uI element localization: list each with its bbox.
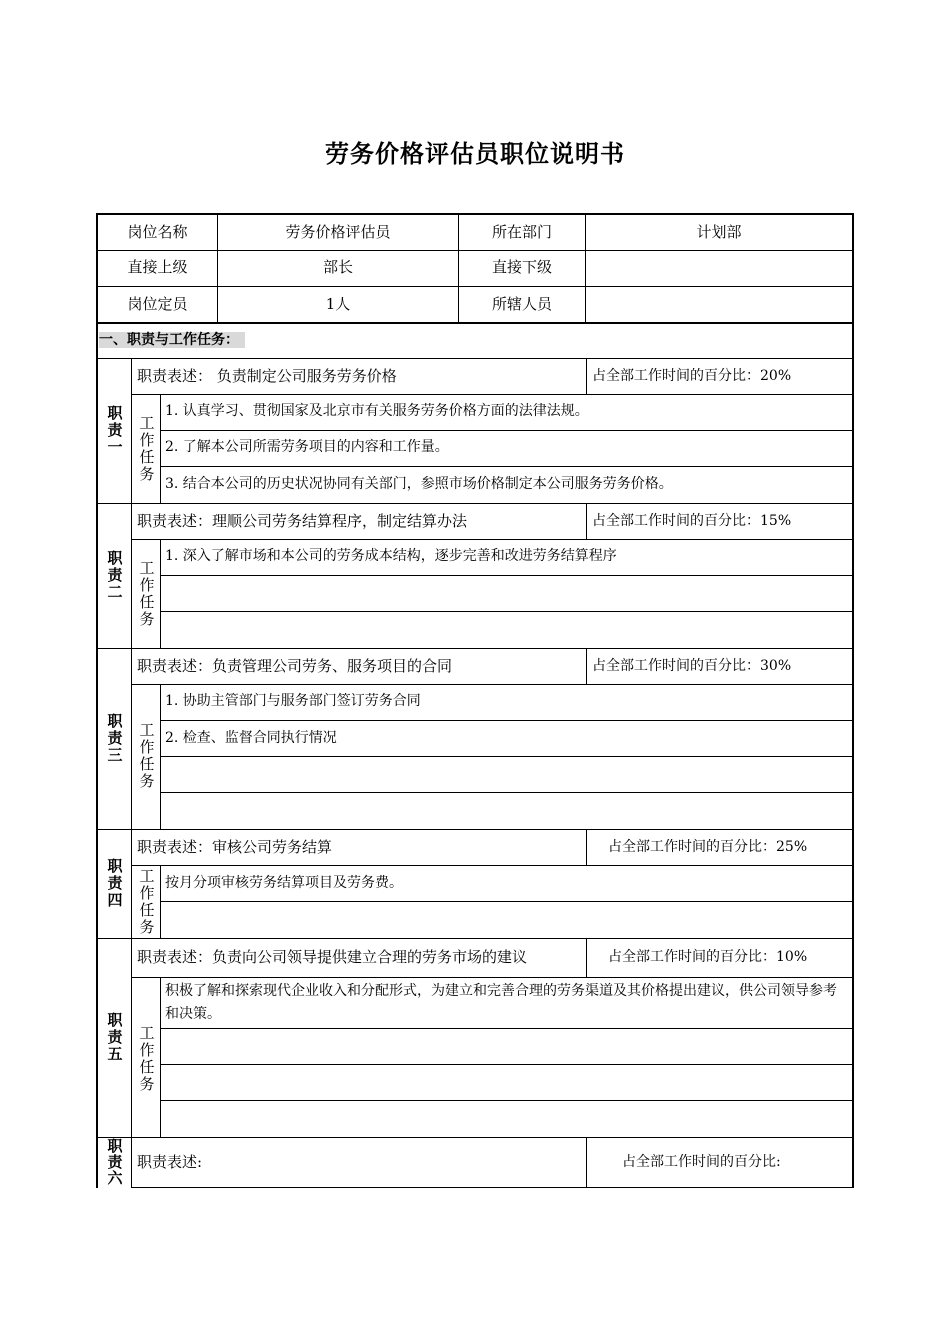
- duty-4-task-label: 工 作 任 务: [139, 867, 155, 936]
- duty-4-pct: 占全部工作时间的百分比：25%: [608, 839, 808, 855]
- duty-6-desc: 职责表述:: [137, 1153, 203, 1171]
- label-department: 所在部门: [491, 223, 552, 241]
- duty-4-task-1: 按月分项审核劳务结算项目及劳务费。: [165, 875, 403, 891]
- duty-1-pct: 占全部工作时间的百分比：20%: [592, 368, 792, 384]
- page-title: 劳务价格评估员职位说明书: [325, 140, 625, 168]
- duty-4-label: 职 责 四: [107, 857, 123, 909]
- value-headcount: 1人: [325, 295, 351, 313]
- label-direct-subordinate: 直接下级: [491, 258, 552, 276]
- duty-2-label: 职 责 二: [107, 549, 123, 601]
- duty-4-desc: 职责表述：审核公司劳务结算: [137, 838, 333, 856]
- label-headcount: 岗位定员: [127, 295, 188, 313]
- duty-5-desc: 职责表述：负责向公司领导提供建立合理的劳务市场的建议: [137, 948, 528, 966]
- value-department: 计划部: [696, 223, 742, 241]
- duty-3-label: 职 责 三: [107, 712, 123, 764]
- duty-1-task-label: 工 作 任 务: [139, 414, 155, 483]
- section-title: 一、职责与工作任务：: [99, 333, 245, 347]
- value-direct-superior: 部长: [322, 258, 353, 276]
- duty-3-task-2: 2. 检查、监督合同执行情况: [165, 730, 337, 746]
- duty-5-label: 职 责 五: [107, 1011, 123, 1063]
- duty-3-desc: 职责表述：负责管理公司劳务、服务项目的合同: [137, 657, 453, 675]
- duty-2-task-label: 工 作 任 务: [139, 559, 155, 628]
- duty-1-task-1: 1. 认真学习、贯彻国家及北京市有关服务劳务价格方面的法律法规。: [165, 403, 589, 419]
- duty-6-pct: 占全部工作时间的百分比:: [622, 1154, 781, 1170]
- duty-1-desc: 职责表述： 负责制定公司服务劳务价格: [137, 367, 397, 385]
- duty-5-pct: 占全部工作时间的百分比：10%: [608, 949, 808, 965]
- duty-2-task-1: 1. 深入了解市场和本公司的劳务成本结构，逐步完善和改进劳务结算程序: [165, 548, 617, 564]
- label-subordinates: 所辖人员: [491, 295, 552, 313]
- duty-2-desc: 职责表述：理顺公司劳务结算程序，制定结算办法: [137, 512, 468, 530]
- duty-3-pct: 占全部工作时间的百分比：30%: [592, 658, 792, 674]
- value-position-name: 劳务价格评估员: [285, 223, 391, 241]
- duty-5-task-label: 工 作 任 务: [139, 1024, 155, 1093]
- duty-3-task-label: 工 作 任 务: [139, 721, 155, 790]
- label-position-name: 岗位名称: [127, 223, 188, 241]
- duty-1-task-3: 3. 结合本公司的历史状况协同有关部门，参照市场价格制定本公司服务劳务价格。: [165, 476, 673, 492]
- duty-1-task-2: 2. 了解本公司所需劳务项目的内容和工作量。: [165, 439, 449, 455]
- duty-3-task-1: 1. 协助主管部门与服务部门签订劳务合同: [165, 693, 421, 709]
- label-direct-superior: 直接上级: [127, 258, 188, 276]
- duty-6-label: 职 责 六: [107, 1137, 123, 1187]
- duty-5-task-1: 积极了解和探索现代企业收入和分配形式，为建立和完善合理的劳务渠道及其价格提出建议，供公司领导参考和决策。: [165, 983, 837, 1022]
- duty-1-label: 职 责 一: [107, 404, 123, 456]
- duty-2-pct: 占全部工作时间的百分比：15%: [592, 513, 792, 529]
